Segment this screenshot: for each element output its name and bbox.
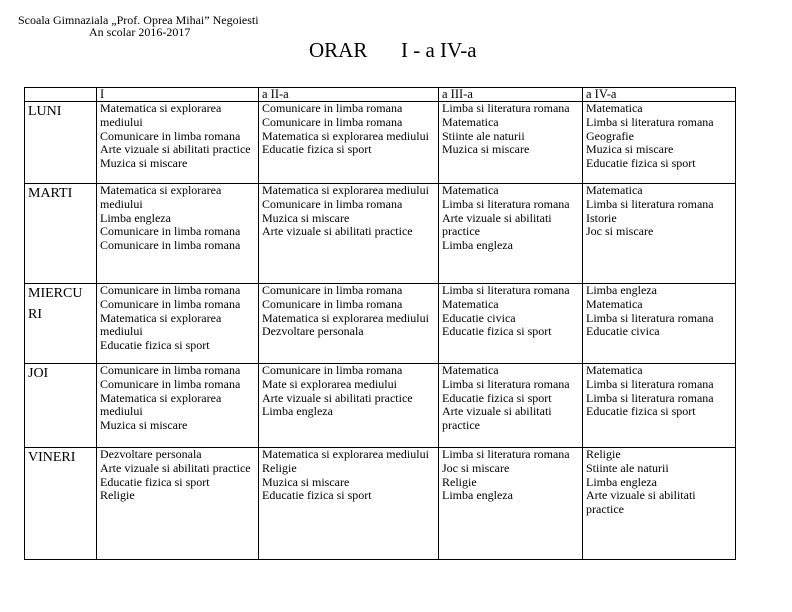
- class-1-cell: [97, 364, 259, 448]
- subject-entry: Matematica: [586, 296, 643, 311]
- class-2-cell: [259, 184, 439, 284]
- subject-entry: Arte vizuale si abilitati practice: [100, 460, 251, 475]
- subject-entry: Matematica si explorarea mediului: [100, 101, 222, 129]
- subject-entry: Comunicare in limba romana: [100, 283, 241, 297]
- day-cell: [25, 448, 97, 560]
- subject-entry: Stiinte ale naturii: [586, 460, 669, 475]
- class-1-cell: [97, 184, 259, 284]
- class-3-cell: [439, 284, 583, 364]
- subject-entry: Arte vizuale si abilitati practice: [262, 390, 413, 405]
- class-1-cell: [97, 448, 259, 560]
- subject-entry: Matematica: [442, 114, 499, 129]
- subject-entry: Educatie fizica si sport: [442, 324, 552, 339]
- subject-entry: Comunicare in limba romana: [262, 114, 403, 129]
- day-cell: [25, 184, 97, 284]
- subject-entry: Matematica: [586, 183, 643, 197]
- subject-entry: Dezvoltare personala: [262, 324, 364, 339]
- subject-entry: Comunicare in limba romana: [262, 296, 403, 311]
- table-row: [25, 102, 736, 184]
- day-cell: [25, 102, 97, 184]
- header-row: [25, 88, 736, 102]
- subject-entry: Limba si literatura romana: [442, 447, 570, 461]
- table-row: [25, 448, 736, 560]
- subject-entry: Limba si literatura romana: [586, 376, 714, 391]
- day-label: JOI: [28, 366, 49, 381]
- subject-entry: Geografie: [586, 128, 634, 143]
- subject-entry: Mate si explorarea mediului: [262, 376, 397, 391]
- subject-entry: Limba si literatura romana: [442, 196, 570, 211]
- class-2-cell: [259, 448, 439, 560]
- subject-entry: Matematica si explorarea mediului: [262, 183, 429, 197]
- subject-entry: Limba engleza: [442, 488, 513, 503]
- subject-entry: Limba engleza: [442, 238, 513, 253]
- subject-entry: Matematica si explorarea mediului: [100, 310, 222, 339]
- class-4-cell: [583, 364, 736, 448]
- school-name: Scoala Gimnaziala „Prof. Oprea Mihai” Negoiesti: [18, 13, 259, 27]
- class-1-cell: [97, 102, 259, 184]
- day-label-part2: RI: [28, 307, 42, 322]
- subject-entry: Arte vizuale si abilitati practice: [262, 224, 413, 239]
- subject-entry: Arte vizuale si abilitati practice: [442, 404, 552, 433]
- class-4-cell: [583, 284, 736, 364]
- class-3-cell: [439, 184, 583, 284]
- subject-entry: Limba engleza: [586, 474, 657, 489]
- subject-entry: Arte vizuale si abilitati practice: [586, 488, 696, 517]
- table-row: [25, 184, 736, 284]
- subject-entry: Muzica si miscare: [442, 142, 530, 157]
- header-class-4: a IV-a: [583, 88, 736, 102]
- subject-entry: Educatie civica: [442, 310, 516, 325]
- day-label: MARTI: [28, 186, 73, 201]
- subject-entry: Matematica si explorarea mediului: [100, 183, 222, 211]
- subject-entry: Educatie civica: [586, 324, 660, 339]
- day-label: LUNI: [28, 104, 62, 119]
- class-3-cell: [439, 364, 583, 448]
- class-4-cell: [583, 184, 736, 284]
- subject-entry: Stiinte ale naturii: [442, 128, 525, 143]
- subject-entry: Matematica si explorarea mediului: [262, 128, 429, 143]
- subject-entry: Limba si literatura romana: [586, 310, 714, 325]
- subject-entry: Comunicare in limba romana: [262, 363, 403, 377]
- subject-entry: Muzica si miscare: [262, 474, 350, 489]
- subject-entry: Comunicare in limba romana: [100, 363, 241, 377]
- class-3-cell: [439, 102, 583, 184]
- subject-entry: Religie: [262, 460, 297, 475]
- subject-entry: Matematica si explorarea mediului: [100, 390, 222, 419]
- subject-entry: Limba engleza: [586, 283, 657, 297]
- subject-entry: Educatie fizica si sport: [586, 156, 696, 171]
- subject-entry: Comunicare in limba romana: [100, 224, 241, 239]
- subject-entry: Limba si literatura romana: [586, 114, 714, 129]
- subject-entry: Matematica: [442, 363, 499, 377]
- day-label: VINERI: [28, 450, 76, 465]
- subject-entry: Comunicare in limba romana: [100, 238, 241, 253]
- class-2-cell: [259, 284, 439, 364]
- subject-entry: Muzica si miscare: [586, 142, 674, 157]
- class-4-cell: [583, 448, 736, 560]
- header-class-3: a III-a: [439, 88, 583, 102]
- subject-entry: Comunicare in limba romana: [262, 196, 403, 211]
- header-class-1: I: [97, 88, 259, 102]
- subject-entry: Arte vizuale si abilitati practice: [442, 210, 552, 239]
- subject-entry: Educatie fizica si sport: [262, 488, 372, 503]
- subject-entry: Limba si literatura romana: [586, 196, 714, 211]
- schedule-table: [24, 87, 736, 560]
- subject-entry: Istorie: [586, 210, 617, 225]
- subject-entry: Educatie fizica si sport: [586, 404, 696, 419]
- subject-entry: Matematica: [586, 363, 643, 377]
- subject-entry: Limba si literatura romana: [586, 390, 714, 405]
- subject-entry: Muzica si miscare: [262, 210, 350, 225]
- subject-entry: Comunicare in limba romana: [100, 128, 241, 143]
- subject-entry: Comunicare in limba romana: [100, 376, 241, 391]
- subject-entry: Matematica: [442, 296, 499, 311]
- subject-entry: Matematica: [442, 183, 499, 197]
- subject-entry: Limba si literatura romana: [442, 101, 570, 115]
- subject-entry: Limba si literatura romana: [442, 283, 570, 297]
- class-2-cell: [259, 102, 439, 184]
- subject-entry: Dezvoltare personala: [100, 447, 202, 461]
- subject-entry: Limba engleza: [100, 210, 171, 225]
- header-corner: [25, 88, 97, 102]
- header-class-2: a II-a: [259, 88, 439, 102]
- day-label-part1: MIERCU: [28, 286, 83, 301]
- day-cell: [25, 284, 97, 364]
- subject-entry: Joc si miscare: [442, 460, 510, 475]
- subject-entry: Comunicare in limba romana: [100, 296, 241, 311]
- subject-entry: Educatie fizica si sport: [262, 142, 372, 157]
- class-3-cell: [439, 448, 583, 560]
- subject-entry: Joc si miscare: [586, 224, 654, 239]
- class-4-cell: [583, 102, 736, 184]
- subject-entry: Comunicare in limba romana: [262, 101, 403, 115]
- subject-entry: Educatie fizica si sport: [100, 474, 210, 489]
- subject-entry: Educatie fizica si sport: [100, 338, 210, 353]
- subject-entry: Matematica si explorarea mediului: [262, 447, 429, 461]
- class-2-cell: [259, 364, 439, 448]
- subject-entry: Religie: [586, 447, 621, 461]
- day-cell: [25, 364, 97, 448]
- class-1-cell: [97, 284, 259, 364]
- subject-entry: Muzica si miscare: [100, 156, 188, 171]
- school-year: An scolar 2016-2017: [89, 25, 191, 39]
- subject-entry: Religie: [100, 488, 135, 503]
- subject-entry: Comunicare in limba romana: [262, 283, 403, 297]
- subject-entry: Matematica: [586, 101, 643, 115]
- table-row: [25, 364, 736, 448]
- subject-entry: Limba engleza: [262, 404, 333, 419]
- subject-entry: Matematica si explorarea mediului: [262, 310, 429, 325]
- subject-entry: Arte vizuale si abilitati practice: [100, 142, 251, 157]
- subject-entry: Limba si literatura romana: [442, 376, 570, 391]
- subject-entry: Muzica si miscare: [100, 418, 188, 433]
- table-row: [25, 284, 736, 364]
- subject-entry: Educatie fizica si sport: [442, 390, 552, 405]
- classes-range: I - a IV-a: [401, 38, 477, 62]
- page-title: ORAR: [309, 38, 368, 62]
- subject-entry: Religie: [442, 474, 477, 489]
